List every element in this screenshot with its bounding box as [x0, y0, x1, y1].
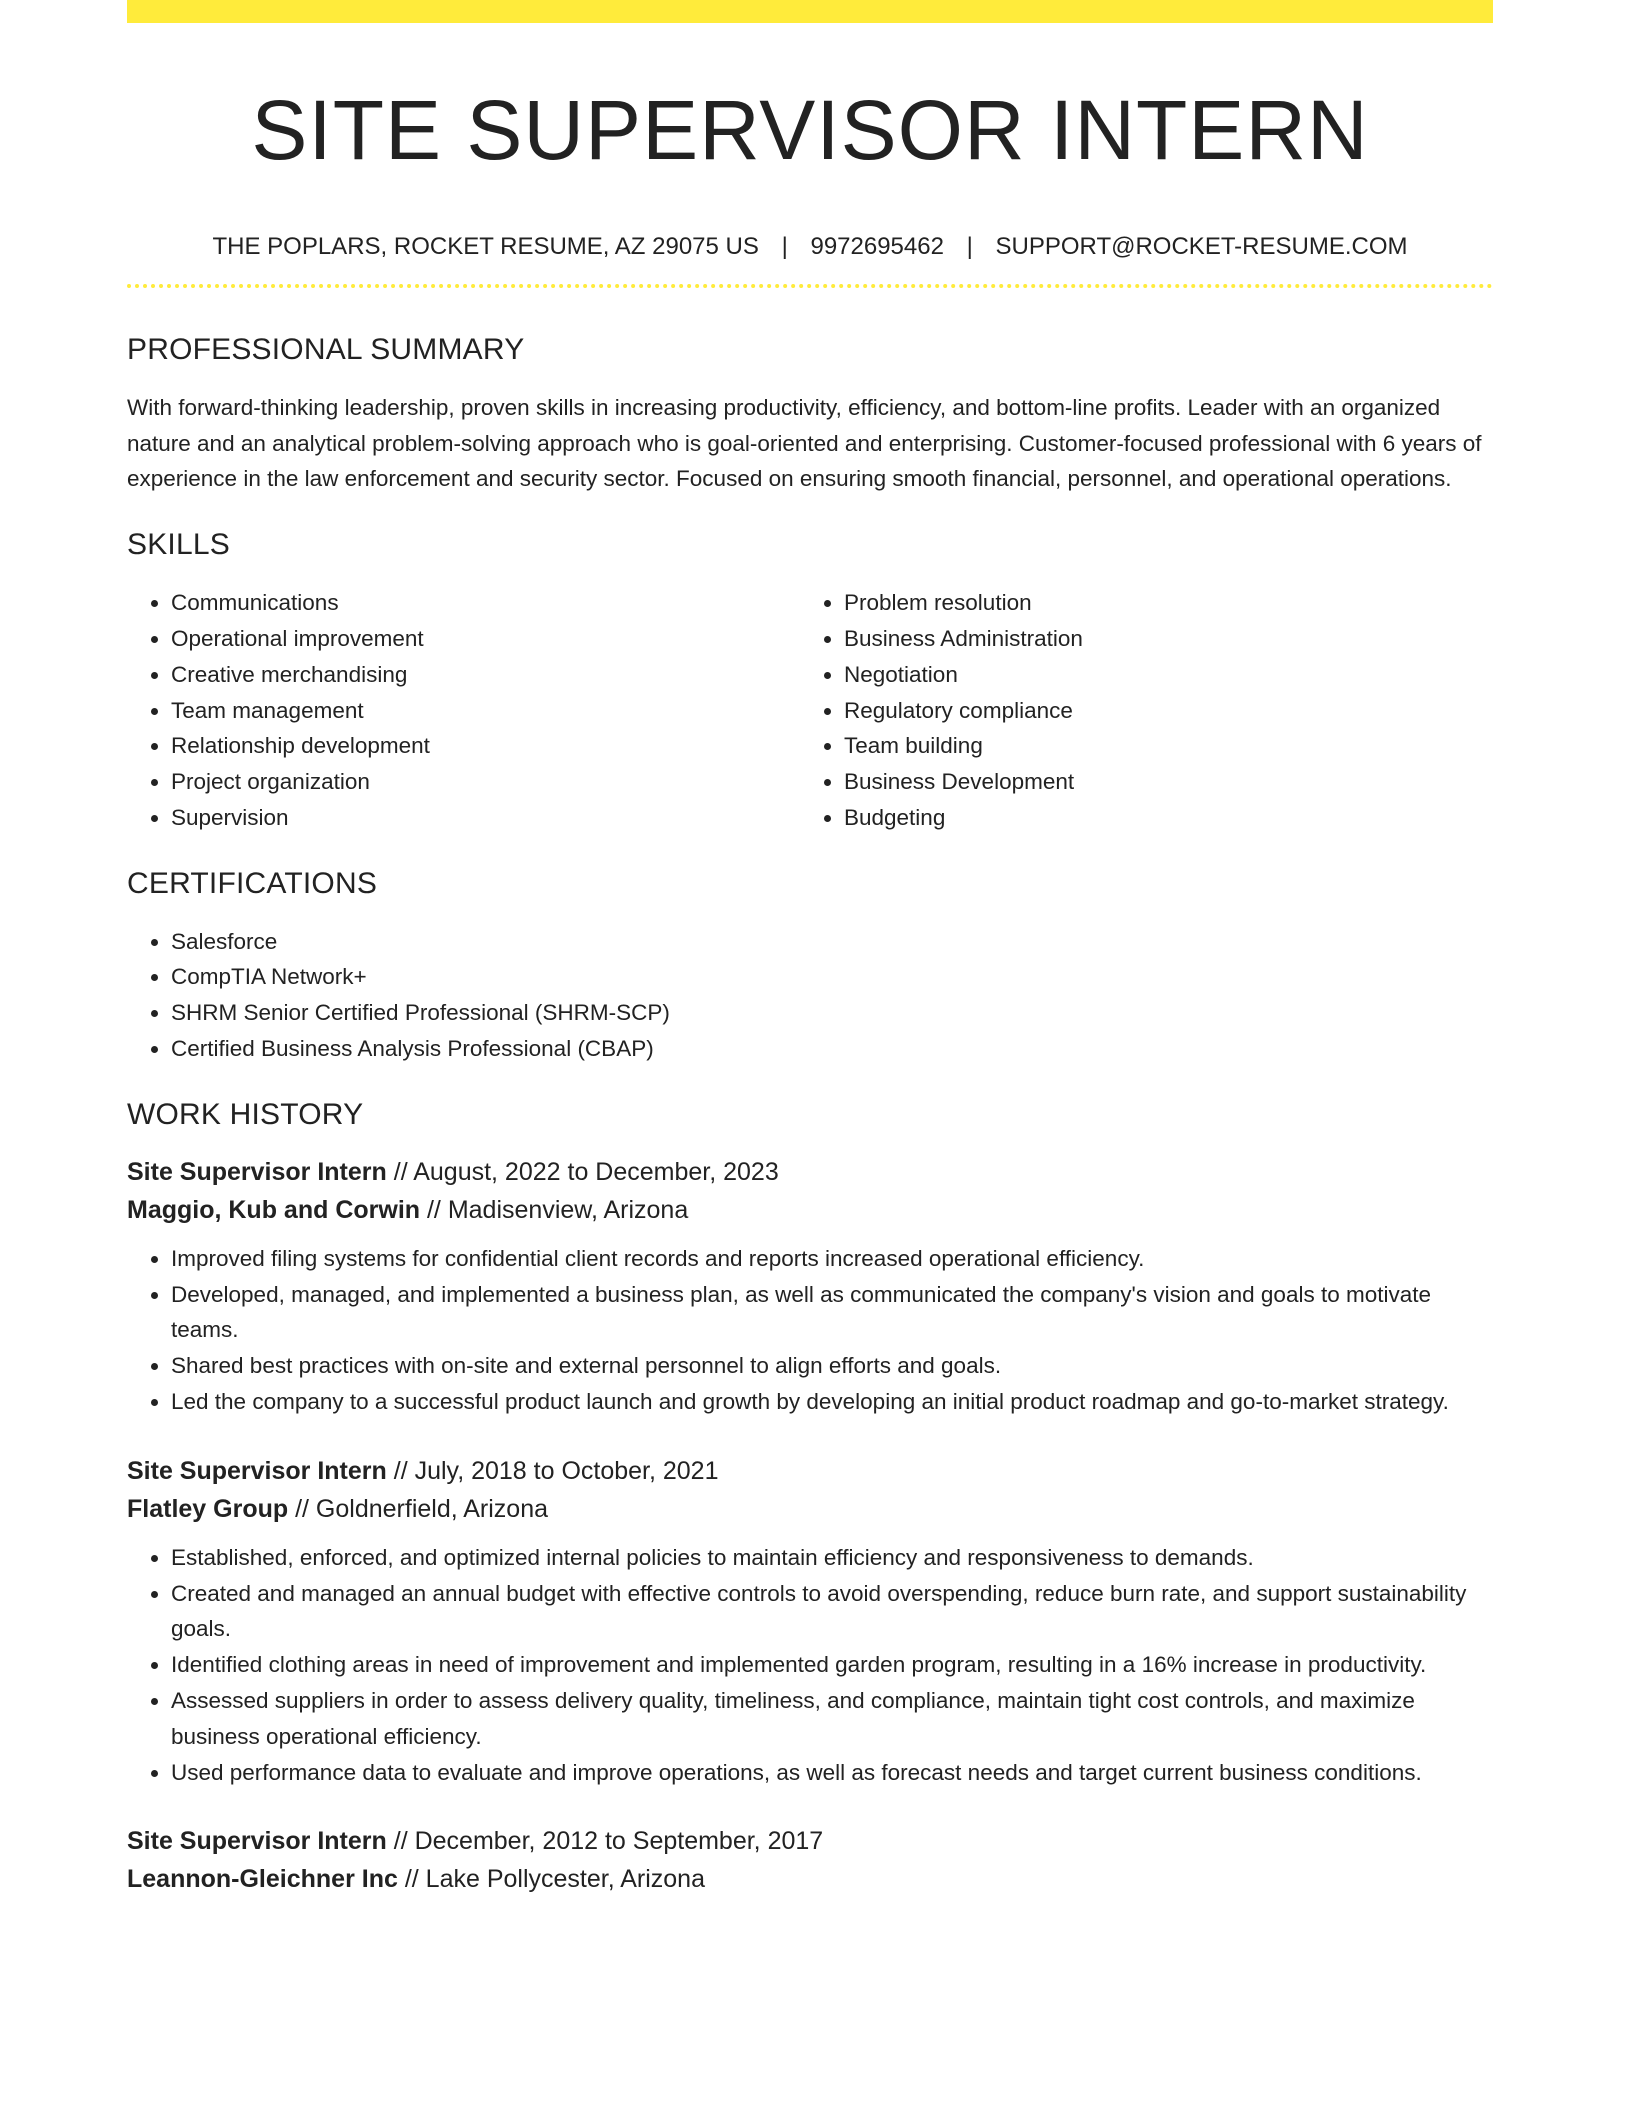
job-bullet: • Led the company to a successful product launch and growth by developing an initial product roadmap and go-to-market strategy.	[171, 1384, 1493, 1420]
skill-item: • Team management	[171, 693, 800, 729]
job-entry	[127, 1452, 1493, 1791]
job-company-line	[127, 1860, 1493, 1898]
certifications-list	[127, 924, 1493, 1067]
job-entry	[127, 1822, 1493, 1898]
skill-item: • Negotiation	[844, 657, 1473, 693]
job-bullet: • Shared best practices with on-site and external personnel to align efforts and goals.	[171, 1348, 1493, 1384]
job-bullets	[127, 1241, 1493, 1420]
job-role: Site Supervisor Intern	[127, 1827, 387, 1856]
skill-item: • Project organization	[171, 764, 800, 800]
job-bullet: • Identified clothing areas in need of improvement and implemented garden program, resulting in a 16% increase in productivity.	[171, 1647, 1493, 1683]
skill-item: • Regulatory compliance	[844, 693, 1473, 729]
contact-address: THE POPLARS, ROCKET RESUME, AZ 29075 US	[212, 233, 759, 260]
summary-text: With forward-thinking leadership, proven skills in increasing productivity, efficiency, and bottom-line profits. Leader with an organized nature and an analytical problem-solving approach who is goal-oriented and enterprising. Customer-focused professional with 6 years of experience in the law enforcement and security sector. Focused on ensuring smooth financial, personnel, and operational operations.	[127, 395, 1482, 492]
job-bullet: • Assessed suppliers in order to assess delivery quality, timeliness, and compliance, maintain tight cost controls, and maximize business operational efficiency.	[171, 1683, 1493, 1755]
contact-line	[127, 232, 1493, 262]
skills-list-right	[800, 585, 1473, 836]
job-title-line	[127, 1153, 1493, 1191]
skills-heading: SKILLS	[127, 528, 230, 562]
job-role: Site Supervisor Intern	[127, 1456, 387, 1485]
job-title-line	[127, 1822, 1493, 1860]
skills-column-right	[800, 585, 1473, 836]
skill-item: • Business Development	[844, 764, 1473, 800]
job-dates: // December, 2012 to September, 2017	[393, 1827, 824, 1856]
certifications-heading: CERTIFICATIONS	[127, 866, 378, 900]
job-company-line	[127, 1191, 1493, 1229]
job-location: // Madisenview, Arizona	[426, 1195, 689, 1224]
job-location: // Goldnerfield, Arizona	[295, 1494, 549, 1523]
certification-item: • SHRM Senior Certified Professional (SHRM-SCP)	[171, 995, 1493, 1031]
skills-grid	[127, 585, 1493, 836]
job-dates: // August, 2022 to December, 2023	[393, 1157, 779, 1186]
candidate-name: SITE SUPERVISOR INTERN	[251, 83, 1369, 177]
job-company: Flatley Group	[127, 1494, 289, 1523]
job-title-line	[127, 1452, 1493, 1490]
skill-item: • Communications	[171, 585, 800, 621]
resume-content	[127, 0, 1493, 1898]
job-dates: // July, 2018 to October, 2021	[393, 1456, 719, 1485]
certification-item: • Salesforce	[171, 924, 1493, 960]
job-bullet: • Created and managed an annual budget with effective controls to avoid overspending, reduce burn rate, and support sustainability goals.	[171, 1576, 1493, 1648]
skill-item: • Problem resolution	[844, 585, 1473, 621]
skill-item: • Budgeting	[844, 800, 1473, 836]
contact-email: SUPPORT@ROCKET-RESUME.COM	[995, 233, 1408, 260]
job-entry	[127, 1153, 1493, 1420]
skill-item: • Team building	[844, 728, 1473, 764]
contact-phone: 9972695462	[810, 233, 944, 260]
skill-item: • Creative merchandising	[171, 657, 800, 693]
skill-item: • Relationship development	[171, 728, 800, 764]
job-bullet: • Used performance data to evaluate and improve operations, as well as forecast needs and target current business conditions.	[171, 1755, 1493, 1791]
certification-item: • Certified Business Analysis Professional (CBAP)	[171, 1031, 1493, 1067]
job-bullets	[127, 1540, 1493, 1791]
job-company: Leannon-Gleichner Inc	[127, 1865, 398, 1894]
job-location: // Lake Pollycester, Arizona	[404, 1865, 705, 1894]
job-role: Site Supervisor Intern	[127, 1157, 387, 1186]
job-company: Maggio, Kub and Corwin	[127, 1195, 421, 1224]
job-company-line	[127, 1490, 1493, 1528]
skills-column-left	[127, 585, 800, 836]
skill-item: • Operational improvement	[171, 621, 800, 657]
job-bullet: • Improved filing systems for confidential client records and reports increased operational efficiency.	[171, 1241, 1493, 1277]
dotted-divider	[127, 284, 1493, 288]
skill-item: • Supervision	[171, 800, 800, 836]
certification-item: • CompTIA Network+	[171, 959, 1493, 995]
job-bullet: • Developed, managed, and implemented a business plan, as well as communicated the company's vision and goals to motivate teams.	[171, 1277, 1493, 1349]
contact-separator: |	[966, 233, 973, 260]
skills-list-left	[127, 585, 800, 836]
skill-item: • Business Administration	[844, 621, 1473, 657]
summary-heading: PROFESSIONAL SUMMARY	[127, 333, 525, 366]
job-bullet: • Established, enforced, and optimized internal policies to maintain efficiency and responsiveness to demands.	[171, 1540, 1493, 1576]
work-history-heading: WORK HISTORY	[127, 1097, 364, 1131]
contact-separator: |	[781, 233, 788, 260]
